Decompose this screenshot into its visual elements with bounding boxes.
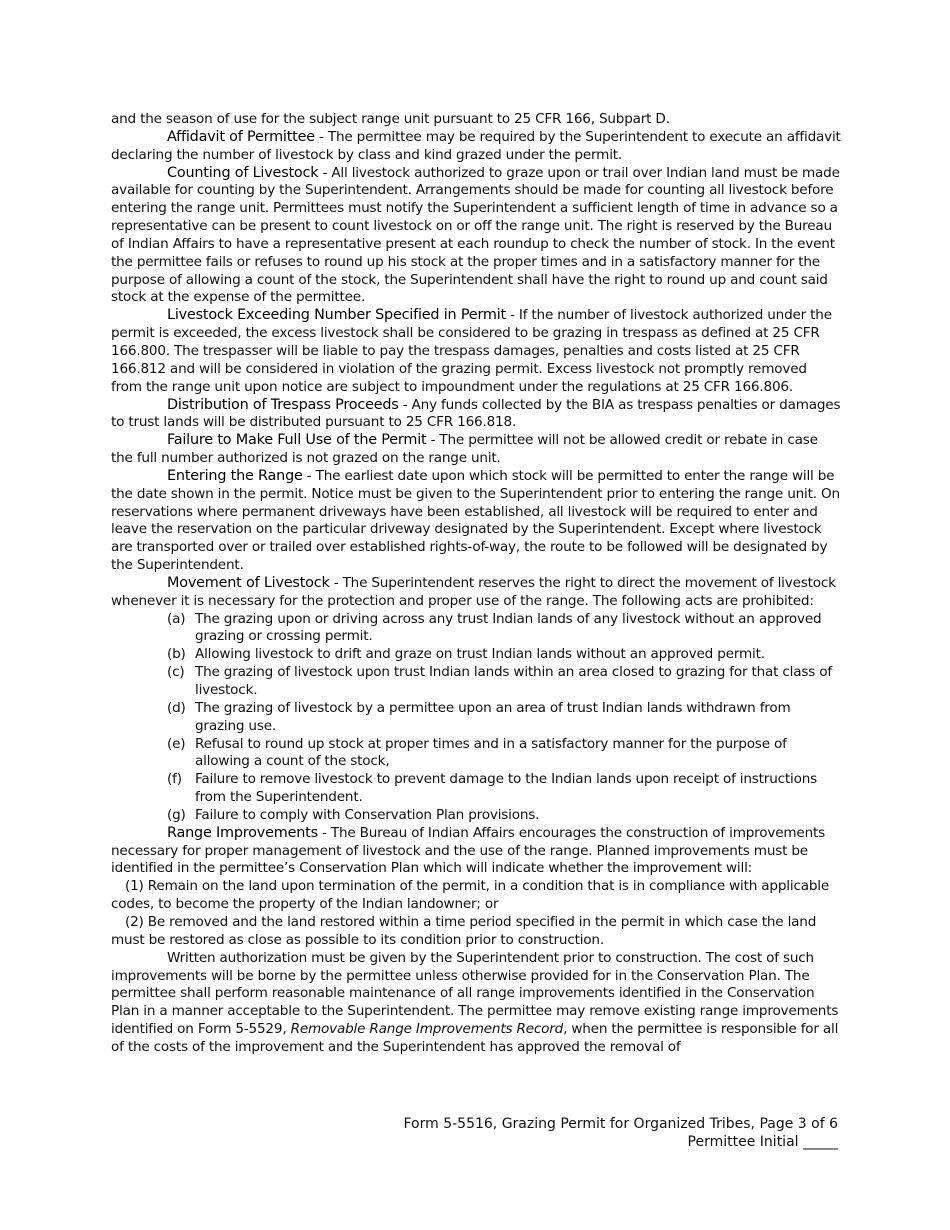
paragraph-text: , when the permittee is responsible for all of the costs of the improvement and the Superintendent has approved the removal of: [111, 1021, 839, 1055]
prohibited-acts-list: [111, 611, 841, 825]
list-text: Failure to remove livestock to prevent damage to the Indian lands upon receipt of instructions from the Superintendent.: [195, 771, 818, 806]
list-text: Refusal to round up stock at proper times and in a satisfactory manner for the purpose of allowing a count of the stock,: [195, 735, 787, 770]
section-title: Movement of Livestock: [167, 574, 330, 591]
section-title: Range Improvements: [167, 824, 318, 841]
section-title: Entering the Range: [167, 467, 303, 484]
document-body: [111, 111, 841, 1057]
section-exceeding: [111, 307, 841, 396]
list-item: [111, 664, 841, 700]
section-title: Affidavit of Permittee: [167, 128, 315, 145]
list-text: The grazing of livestock upon trust Indian lands within an area closed to grazing for that class of livestock.: [195, 664, 832, 698]
section-body: - If the number of livestock authorized under the permit is exceeded, the excess livestock shall be considered to be grazing in trespass as defined at 25 CFR 166.800. The trespasser will be liable to pay the trespass damages, penalties and costs listed at 25 CFR 166.812 and will be considered in violation of the grazing permit. Excess livestock not promptly removed from the range unit upon notice are subject to impoundment under the regulations at 25 CFR 166.806.: [111, 307, 832, 395]
list-item: [111, 646, 841, 664]
list-text: Allowing livestock to drift and graze on trust Indian lands without an approved permit.: [195, 646, 765, 663]
list-label: (a): [167, 610, 186, 627]
improvement-option-2: (2) Be removed and the land restored within a time period specified in the permit in which case the land must be restored as close as possible to its condition prior to construction.: [111, 913, 817, 948]
section-title: Distribution of Trespass Proceeds: [167, 396, 399, 413]
form-title-reference: Removable Range Improvements Record: [290, 1021, 564, 1038]
list-label: (e): [167, 735, 186, 752]
written-authorization-paragraph: [111, 950, 841, 1057]
intro-text: and the season of use for the subject range unit pursuant to 25 CFR 166, Subpart D.: [111, 111, 670, 127]
list-label: (b): [167, 646, 186, 663]
section-entering-range: [111, 468, 841, 575]
list-item: [111, 736, 841, 772]
list-text: Failure to comply with Conservation Plan provisions.: [195, 806, 540, 823]
page-footer: [403, 1115, 838, 1151]
list-label: (g): [167, 806, 186, 823]
list-item: [111, 611, 841, 647]
section-body: - All livestock authorized to graze upon or trail over Indian land must be made available for counting by the Superintendent. Arrangements should be made for counting all livestock before entering the range unit. Permittees must notify the Superintendent a sufficient length of time in advance so a representative can be present to count livestock on or off the range unit. The right is reserved by the Bureau of Indian Affairs to have a representative present at each roundup to check the number of stock. In the event the permittee fails or refuses to round up his stock at the proper times and in a satisfactory manner for the purpose of allowing a count of the stock, the Superintendent shall have the right to round up and count said stock at the expense of the permittee.: [111, 164, 840, 306]
list-item: [111, 807, 841, 825]
section-body: - The earliest date upon which stock will be permitted to enter the range will be the date shown in the permit. Notice must be given to the Superintendent prior to entering the range unit. On reservations where permanent driveways have been established, all livestock will be required to enter and leave the reservation on the particular driveway designated by the Superintendent. Except where livestock are transported over or trailed over established rights-of-way, the route to be followed will be designated by the Superintendent.: [111, 467, 840, 574]
section-body: - The permittee may be required by the Superintendent to execute an affidavit declaring the number of livestock by class and kind grazed under the permit.: [111, 128, 841, 163]
section-title: Counting of Livestock: [167, 164, 319, 181]
section-title: Failure to Make Full Use of the Permit: [167, 432, 427, 449]
section-full-use: [111, 432, 841, 468]
improvement-option-1: (1) Remain on the land upon termination of the permit, in a condition that is in compliance with applicable codes, to become the property of the Indian landowner; or: [111, 878, 830, 913]
section-range-improvements: [111, 825, 841, 879]
list-label: (f): [167, 771, 182, 788]
form-page-line: Form 5-5516, Grazing Permit for Organized Tribes, Page 3 of 6: [403, 1116, 838, 1132]
permittee-initial-line: Permittee Initial _____: [687, 1134, 838, 1150]
list-item: [111, 771, 841, 807]
section-trespass-proceeds: [111, 397, 841, 433]
section-counting: [111, 165, 841, 308]
list-label: (d): [167, 699, 186, 716]
section-affidavit: [111, 129, 841, 165]
paragraph-text: Written authorization must be given by the Superintendent prior to construction. The cost of such improvements will be borne by the permittee unless otherwise provided for in the Conservation Plan. The permittee shall perform reasonable maintenance of all range improvements identified in the Conservation Plan in a manner acceptable to the Superintendent. The permittee may remove existing range improvements identified on Form 5-5529,: [111, 949, 839, 1038]
section-body: - The Superintendent reserves the right to direct the movement of livestock whenever it is necessary for the protection and proper use of the range. The following acts are prohibited:: [111, 574, 836, 609]
section-body: - The Bureau of Indian Affairs encourages the construction of improvements necessary for proper management of livestock and the use of the range. Planned improvements must be identified in the permittee’s Conservation Plan which will indicate whether the improvement will:: [111, 824, 826, 877]
section-body: - Any funds collected by the BIA as trespass penalties or damages to trust lands will be distributed pursuant to 25 CFR 166.818.: [111, 396, 841, 431]
list-text: The grazing of livestock by a permittee upon an area of trust Indian lands withdrawn from grazing use.: [195, 699, 791, 734]
section-movement: [111, 575, 841, 611]
list-label: (c): [167, 664, 185, 681]
section-title: Livestock Exceeding Number Specified in Permit: [167, 307, 506, 324]
section-body: - The permittee will not be allowed credit or rebate in case the full number authorized is not grazed on the range unit.: [111, 432, 818, 467]
list-text: The grazing upon or driving across any trust Indian lands of any livestock without an approved grazing or crossing permit.: [195, 610, 822, 645]
list-item: [111, 700, 841, 736]
